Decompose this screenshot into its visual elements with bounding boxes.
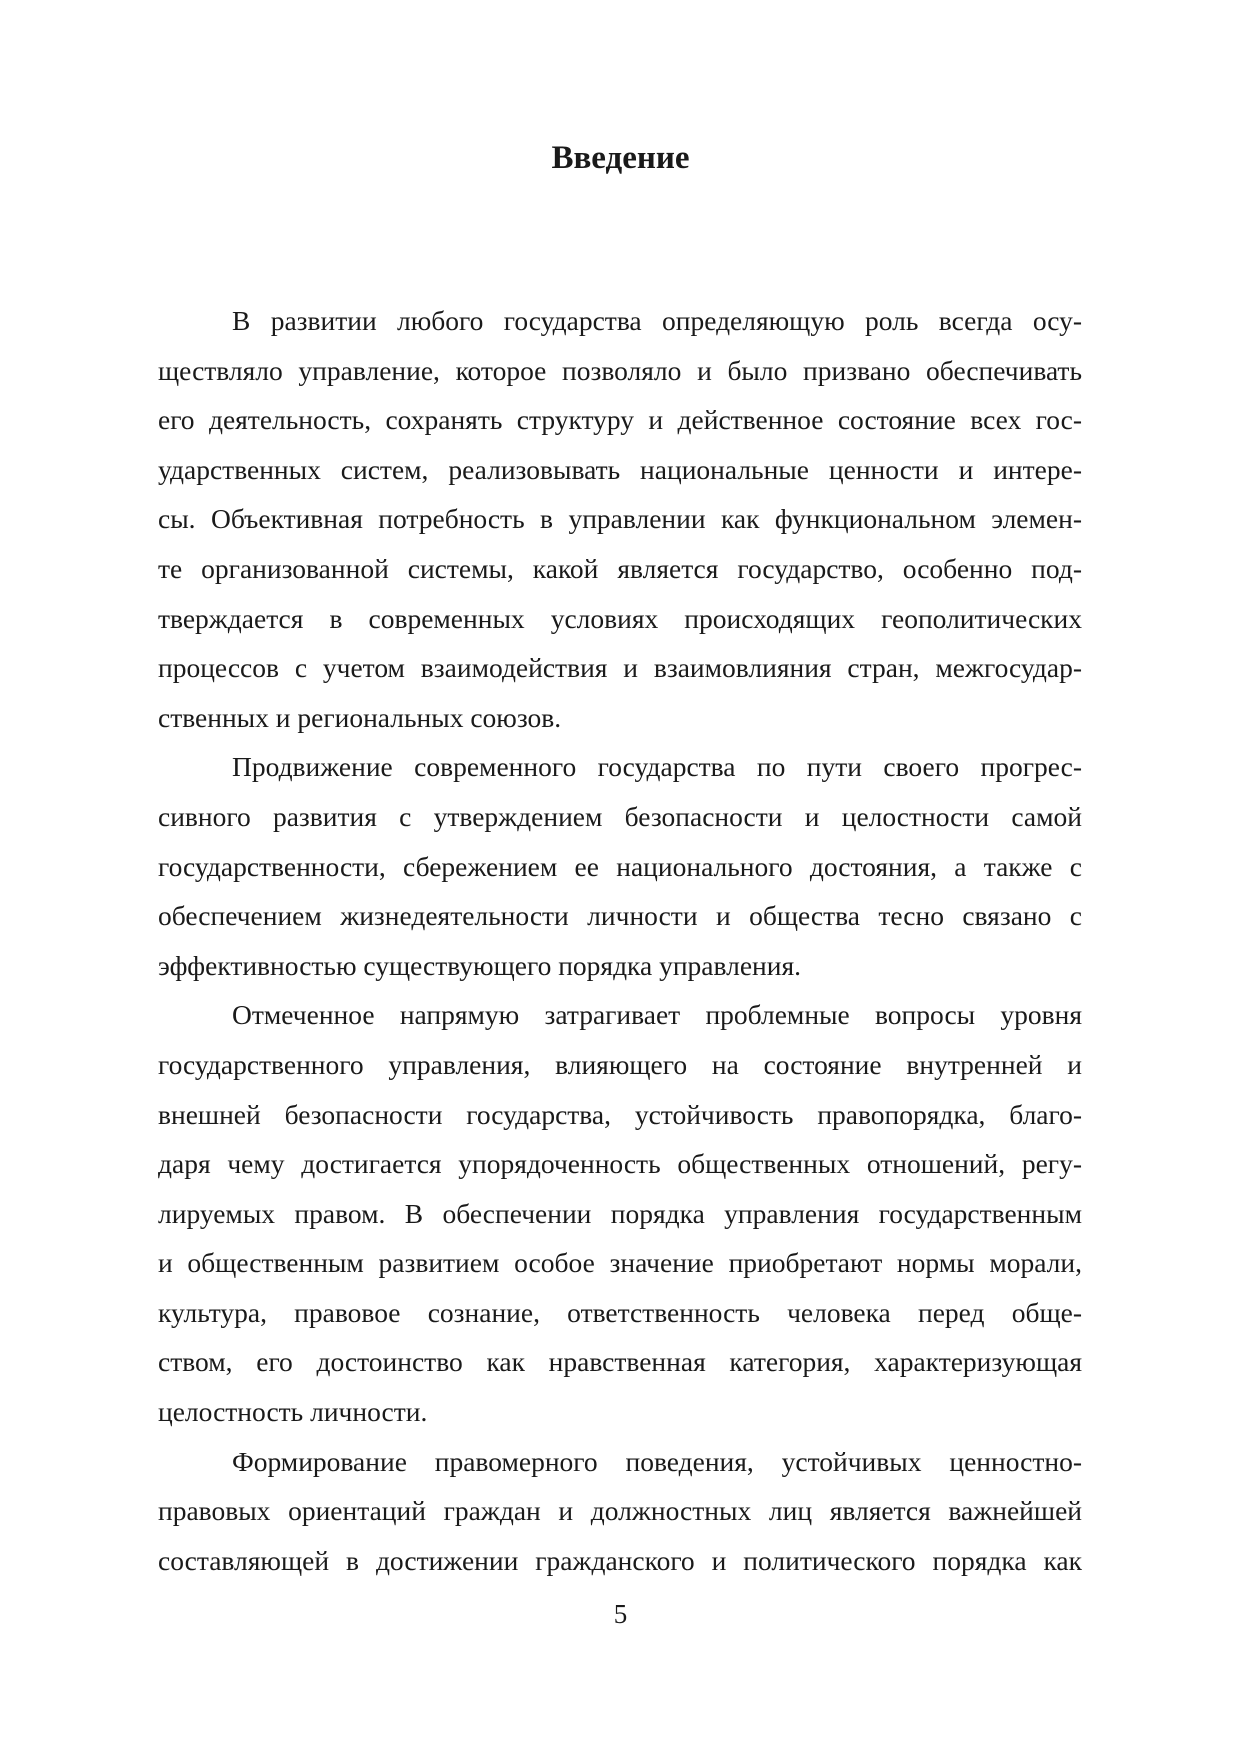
text-line: те организованной системы, какой является государство, особенно под- bbox=[158, 552, 1082, 584]
paragraph-4 bbox=[158, 1437, 1082, 1586]
text-line: тверждается в современных условиях происходящих геополитических bbox=[158, 602, 1082, 634]
paragraph-1 bbox=[158, 296, 1082, 742]
text-line: даря чему достигается упорядоченность общественных отношений, регу- bbox=[158, 1148, 1082, 1180]
paragraph-3 bbox=[158, 990, 1082, 1436]
text-line: В развитии любого государства определяющую роль всегда осу- bbox=[232, 305, 1082, 336]
text-line: его деятельность, сохранять структуру и действенное состояние всех гос- bbox=[158, 404, 1082, 436]
text-line: составляющей в достижении гражданского и политического порядка как bbox=[158, 1544, 1082, 1576]
text-line: государственного управления, влияющего на состояние внутренней и bbox=[158, 1048, 1082, 1080]
text-line: и общественным развитием особое значение приобретают нормы морали, bbox=[158, 1247, 1082, 1279]
text-line: целостность личности. bbox=[158, 1396, 428, 1428]
text-line: сивного развития с утверждением безопасности и целостности самой bbox=[158, 800, 1082, 832]
text-line: процессов с учетом взаимодействия и взаимовлияния стран, межгосудар- bbox=[158, 652, 1082, 684]
text-line: ством, его достоинство как нравственная категория, характеризующая bbox=[158, 1346, 1082, 1378]
text-line: эффективностью существующего порядка управления. bbox=[158, 949, 802, 981]
text-line: государственности, сбережением ее национального достояния, а также с bbox=[158, 850, 1082, 882]
text-line: Отмеченное напрямую затрагивает проблемные вопросы уровня bbox=[232, 999, 1082, 1031]
page-number: 5 bbox=[613, 1599, 628, 1629]
text-line: внешней безопасности государства, устойчивость правопорядка, благо- bbox=[158, 1098, 1082, 1130]
body-text bbox=[158, 296, 1082, 1585]
text-line: культура, правовое сознание, ответственность человека перед обще- bbox=[158, 1296, 1082, 1328]
paragraph-2 bbox=[158, 742, 1082, 990]
text-line: правовых ориентаций граждан и должностных лиц является важнейшей bbox=[158, 1495, 1082, 1527]
page-title: Введение bbox=[551, 140, 690, 176]
text-line: Продвижение современного государства по пути своего прогрес- bbox=[232, 751, 1082, 783]
text-line: сы. Объективная потребность в управлении как функциональном элемен- bbox=[158, 503, 1082, 535]
text-line: Формирование правомерного поведения, устойчивых ценностно- bbox=[232, 1445, 1082, 1477]
text-line: лируемых правом. В обеспечении порядка управления государственным bbox=[158, 1197, 1082, 1229]
text-line: обеспечением жизнедеятельности личности и общества тесно связано с bbox=[158, 900, 1082, 932]
text-line: ственных и региональных союзов. bbox=[158, 701, 562, 733]
text-line: ударственных систем, реализовывать национальные ценности и интере- bbox=[158, 453, 1082, 485]
text-line: ществляло управление, которое позволяло и было призвано обеспечивать bbox=[158, 354, 1082, 386]
